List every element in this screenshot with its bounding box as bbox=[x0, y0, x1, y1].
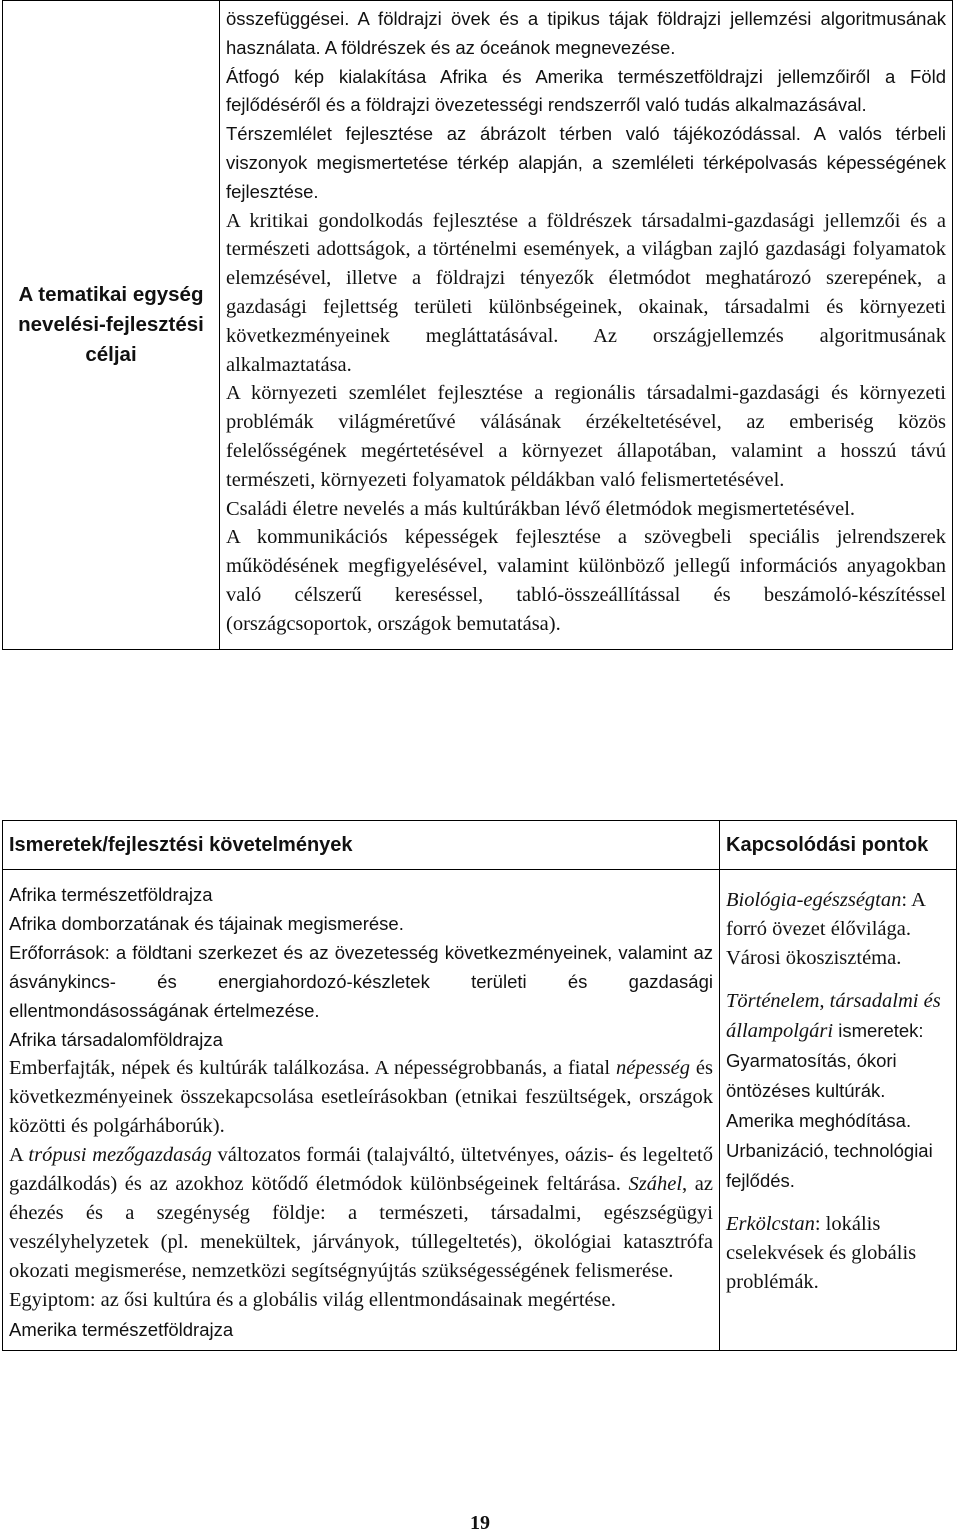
connection-block bbox=[726, 987, 950, 1196]
goals-paragraph: A kritikai gondolkodás fejlesztése a földrészek társadalmi-gazdasági jellemzői és a természeti adottságok, a történelmi események, a világban zajló gazdasági folyamatok elemzésével, illetve a földrajzi tényezők életmódot meghatározó szerepének, a gazdasági fejlettség területi különbségeinek, okainak, társadalmi és környezeti következményeinek megláttatásával. Az országjellemzés algoritmusának alkalmaztatása. bbox=[226, 209, 946, 376]
goals-label-line: A tematikai egység bbox=[18, 282, 204, 306]
text-run: Afrika természetföldrajza bbox=[9, 884, 213, 905]
text-run: Emberfajták, népek és kultúrák találkozása. A népességrobbanás, a fiatal bbox=[9, 1057, 616, 1079]
text-run: ismeretek: bbox=[833, 1020, 924, 1041]
text-run: Afrika domborzatának és tájainak megismerése. bbox=[9, 913, 404, 934]
italic-term: Erkölcstan bbox=[726, 1213, 815, 1235]
goals-paragraph: A környezeti szemlélet fejlesztése a regionális társadalmi-gazdasági és környezeti problémák világméretűvé válásának érzékeltetésével, az emberiség közös felelősségének megértetésével a környezet állapotában, valamint a hosszú távú természeti, környezeti folyamatok példákban való felismertetésével. bbox=[226, 382, 946, 491]
requirement-paragraph bbox=[9, 909, 713, 938]
connection-block bbox=[726, 886, 950, 973]
goals-label-line: céljai bbox=[85, 342, 137, 366]
requirements-table bbox=[2, 820, 957, 1351]
goals-paragraph: összefüggései. A földrajzi övek és a tipikus tájak földrajzi jellemzési algoritmusának használata. A földrészek és az óceánok megnevezése. bbox=[226, 8, 946, 58]
text-run: Amerika természetföldrajza bbox=[9, 1319, 234, 1340]
requirement-paragraph bbox=[9, 1286, 713, 1315]
requirements-header: Ismeretek/fejlesztési követelmények bbox=[9, 833, 353, 856]
connection-block bbox=[726, 1210, 950, 1297]
goals-label-line: nevelési-fejlesztési bbox=[18, 312, 204, 336]
text-run: Egyiptom: az ősi kultúra és a globális világ ellentmondásainak megértése. bbox=[9, 1289, 616, 1311]
requirement-paragraph bbox=[9, 1141, 713, 1286]
requirement-paragraph bbox=[9, 1025, 713, 1054]
goals-text-cell bbox=[220, 1, 953, 650]
text-run: és következményeinek összekapcsolása esetleírásokban (etnikai feszültségek, országok közötti és polgárháborúk). bbox=[9, 1057, 713, 1137]
requirements-header-cell bbox=[3, 821, 720, 870]
text-run: : lokális cselekvések és globális problémák. bbox=[726, 1213, 917, 1293]
connections-header-cell bbox=[720, 821, 957, 870]
requirement-paragraph bbox=[9, 938, 713, 1025]
goals-label bbox=[3, 280, 219, 370]
text-run: Erőforrások: a földtani szerkezet és az övezetesség következményeinek, valamint az ásványkincs- és energiahordozó-készletek területi és gazdasági ellentmondásosságának értelmezése. bbox=[9, 942, 713, 1021]
italic-term: Biológia-egészségtan bbox=[726, 889, 902, 911]
text-run: Gyarmatosítás, ókori öntözéses kultúrák. Amerika meghódítása. Urbanizáció, technológiai fejlődés. bbox=[726, 1050, 933, 1191]
requirement-paragraph bbox=[9, 1054, 713, 1141]
goals-paragraph: A kommunikációs képességek fejlesztése a szövegbeli speciális jelrendszerek működésének megfigyelésével, valamint különböző jellegű információs anyagokban való célszerű kereséssel, tabló-összeállítással és beszámoló-készítéssel (országcsoportok, országok bemutatása). bbox=[226, 526, 946, 635]
goals-paragraph: Családi életre nevelés a más kultúrákban lévő életmódok megismertetésével. bbox=[226, 497, 856, 520]
text-run: Afrika társadalomföldrajza bbox=[9, 1029, 223, 1050]
page-number: 19 bbox=[470, 1512, 490, 1534]
goals-table bbox=[2, 0, 953, 650]
connections-body bbox=[720, 870, 957, 1351]
italic-term: népesség bbox=[616, 1057, 691, 1079]
text-run: változatos formái (talajváltó, ültetvényes, oázis- és legeltető gazdálkodás) és az azokhoz kötődő életmódok különbségeinek feltárása. bbox=[9, 1144, 713, 1195]
text-run: , az éhezés és a szegénység földje: a természeti, társadalmi, egészségügyi veszélyhelyzetek (pl. menekültek, járványok, túllegeltetés), ökológiai katasztrófa okozati megismerése, nemzetközi segítségnyújtás szükségességének felismerése. bbox=[9, 1173, 714, 1282]
goals-label-cell bbox=[3, 1, 220, 650]
goals-paragraph: Átfogó kép kialakítása Afrika és Amerika természetföldrajzi jellemzőiről a Föld fejlődéséről és a földrajzi övezetességi rendszerről való tudás alkalmazásával. bbox=[226, 65, 946, 116]
connections-header: Kapcsolódási pontok bbox=[726, 833, 929, 856]
italic-term: Történelem, társadalmi és állampolgári bbox=[726, 990, 941, 1042]
requirements-body bbox=[3, 870, 720, 1351]
text-run: A bbox=[9, 1144, 29, 1166]
goals-paragraph: Térszemlélet fejlesztése az ábrázolt térben való tájékozódással. A valós térbeli viszonyok megismertetése térkép alapján, a szemléleti térképolvasás képességének fejlesztése. bbox=[226, 123, 946, 202]
requirement-paragraph bbox=[9, 880, 713, 909]
italic-term: trópusi mezőgazdaság bbox=[28, 1144, 212, 1166]
requirement-paragraph bbox=[9, 1315, 713, 1344]
italic-term: Száhel bbox=[628, 1173, 683, 1195]
text-run: : A forró övezet élővilága. Városi ökoszisztéma. bbox=[726, 889, 925, 969]
